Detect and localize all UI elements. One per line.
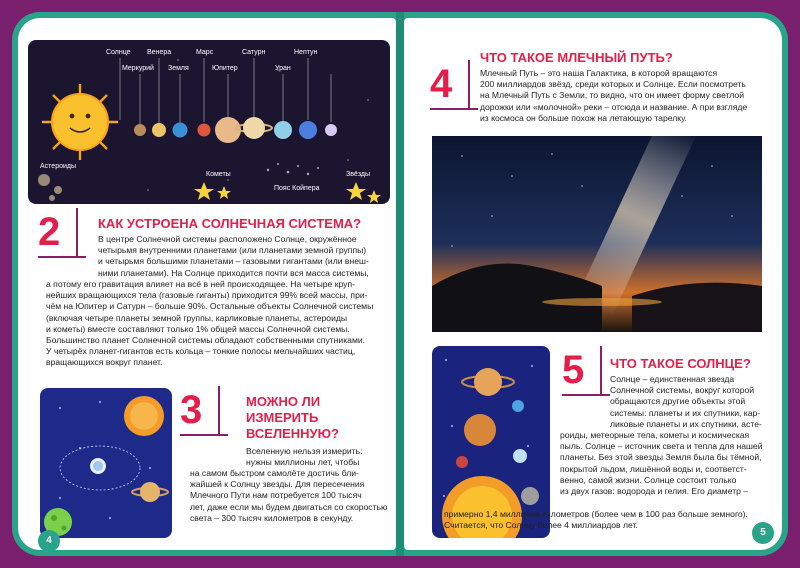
section-3-text-top [246,446,362,468]
section-3-space-illustration [40,388,172,538]
section-2-text-body [46,279,373,369]
section-4-divider-horizontal [430,108,478,110]
text-line: а потому его гравитация влияет на всё в ней происходящее. На четыре круп- [46,279,355,289]
section-3-heading-line: ВСЕЛЕННУЮ? [246,426,339,441]
section-2-text-top [98,234,369,279]
right-page [404,18,782,550]
text-line: Млечного Пути нам потребуется 100 тысяч [190,490,362,501]
label-mercury: Меркурий [122,65,154,72]
label-jupiter: Юпитер [212,65,238,72]
label-kuiper-belt: Пояс Койпера [274,185,320,192]
section-4-heading: ЧТО ТАКОЕ МЛЕЧНЫЙ ПУТЬ? [480,50,673,65]
section-5-text-top [610,374,762,430]
section-2-number: 2 [38,210,61,254]
text-line: венно, самой жизни. Солнце состоит только [560,474,737,485]
book-spine [396,12,404,556]
text-line: лет, даже если мы будем двигаться со скоростью [190,501,388,512]
section-5-text-bottom [444,509,748,531]
text-line: дорожки или «молочной» реки – отсюда и название. А при взгляде [480,101,748,112]
text-line: из двух газов: водорода и гелия. Его диаметр – [560,486,749,497]
label-stars: Звёзды [346,171,371,178]
milky-way-photo [432,136,762,332]
label-venus: Венера [147,49,172,56]
section-3-number-block [180,390,226,436]
text-line: на самом быстром самолёте достичь бли- [190,468,359,478]
section-5-number-block [562,350,608,396]
text-line: Солнце – единственная звезда [610,374,735,384]
text-line: нужны миллионы лет, чтобы [246,457,360,468]
label-sun: Солнце [106,49,131,56]
solar-system-illustration [28,40,390,204]
section-5-number: 5 [562,348,585,392]
section-4-number-block [430,64,476,110]
section-5-heading: ЧТО ТАКОЕ СОЛНЦЕ? [610,356,751,371]
text-line: ними планетами). На Солнце приходится почти вся масса системы, [98,267,369,278]
section-5-divider-horizontal [562,394,610,396]
section-3-divider-horizontal [180,434,228,436]
section-3-heading-line: ИЗМЕРИТЬ [246,410,319,425]
section-3-heading-line: МОЖНО ЛИ [246,394,321,409]
text-line: чём на Юпитер и Сатурн – больше 90%. Остальные объекты Солнечной системы [46,301,374,312]
text-line: и кометы) вместе составляют только 1% общей массы Солнечной системы. [46,323,350,334]
text-line: вращающихся вокруг планет. [46,357,163,368]
page-number-right: 5 [752,522,774,544]
text-line: обращаются другие объекты этой [610,396,746,407]
text-line: системы: планеты и их спутники, кар- [610,407,761,418]
label-comets: Кометы [206,171,231,178]
section-5-text-mid [560,430,763,497]
section-3-heading [246,394,339,442]
text-line: покрытой льдом, лишённой воды и, соответст- [560,463,747,474]
label-uranus: Уран [275,65,291,72]
text-line: роиды, метеорные тела, кометы и космическая [560,430,750,440]
section-2-number-block [38,212,84,258]
section-2-divider-horizontal [38,256,86,258]
text-line: и четырьмя большими планетами – газовыми гигантами (или внеш- [98,256,369,267]
label-neptune: Нептун [294,49,318,56]
left-page [18,18,396,550]
text-line: Большинство планет Солнечной системы обладают собственными спутниками. [46,335,366,346]
book-spread-frame [12,12,788,556]
text-line: 200 миллиардов звёзд, среди которых и Солнце. Если посмотреть [480,79,746,90]
label-asteroids: Астероиды [40,163,77,170]
milky-way-photo-svg [432,136,762,332]
label-earth: Земля [168,65,189,72]
text-line: пыль. Солнце – источник света и тепла для нашей [560,441,763,452]
text-line: Считается, что Солнцу более 4 миллиардов лет. [444,520,638,531]
space-illustration-svg [40,388,172,538]
text-line: примерно 1,4 миллиона километров (более чем в 100 раз больше земного). [444,509,748,519]
text-line: четырьмя внутренними планетами (или планетами земной группы) [98,245,367,256]
solar-system-svg [28,40,390,204]
text-line: из космоса он больше похож на летающую тарелку. [480,112,687,123]
text-line: ликовые планеты и их спутники, асте- [610,418,762,429]
text-line: Вселенную нельзя измерить: [246,446,363,456]
section-3-text-body [190,468,387,524]
section-2-divider-vertical [76,208,78,258]
page-number-left: 4 [38,530,60,552]
section-4-divider-vertical [468,60,470,110]
text-line: Солнечной системы, вокруг которой [610,385,755,396]
section-4-number: 4 [430,62,453,106]
section-5-divider-vertical [600,346,602,396]
text-line: У четырёх планет-гигантов есть кольца – тонкие полосы мельчайших частиц, [46,346,356,357]
section-3-divider-vertical [218,386,220,436]
text-line: света – 300 тысяч километров в секунду. [190,512,354,523]
text-line: на Млечный Путь с Земли, то видно, что он имеет форму светлой [480,90,745,101]
text-line: (включая четыре планеты земной группы, карликовые планеты, астероиды [46,312,348,323]
label-saturn: Сатурн [242,49,266,56]
text-line: жайшей к Солнцу звезды. Для пересечения [190,479,365,490]
section-4-text [480,68,747,124]
sun-illustration [42,84,118,160]
section-3-number: 3 [180,388,203,432]
text-line: В центре Солнечной системы расположено Солнце, окружённое [98,234,357,244]
label-mars: Марс [196,49,214,56]
section-2-heading: КАК УСТРОЕНА СОЛНЕЧНАЯ СИСТЕМА? [98,216,362,231]
text-line: нейших вращающихся тела (газовые гиганты) приходится 99% всей массы, при- [46,290,368,301]
text-line: Млечный Путь – это наша Галактика, в которой вращаются [480,68,718,78]
text-line: планеты. Без этой звезды Земля была бы тёмной, [560,452,762,463]
